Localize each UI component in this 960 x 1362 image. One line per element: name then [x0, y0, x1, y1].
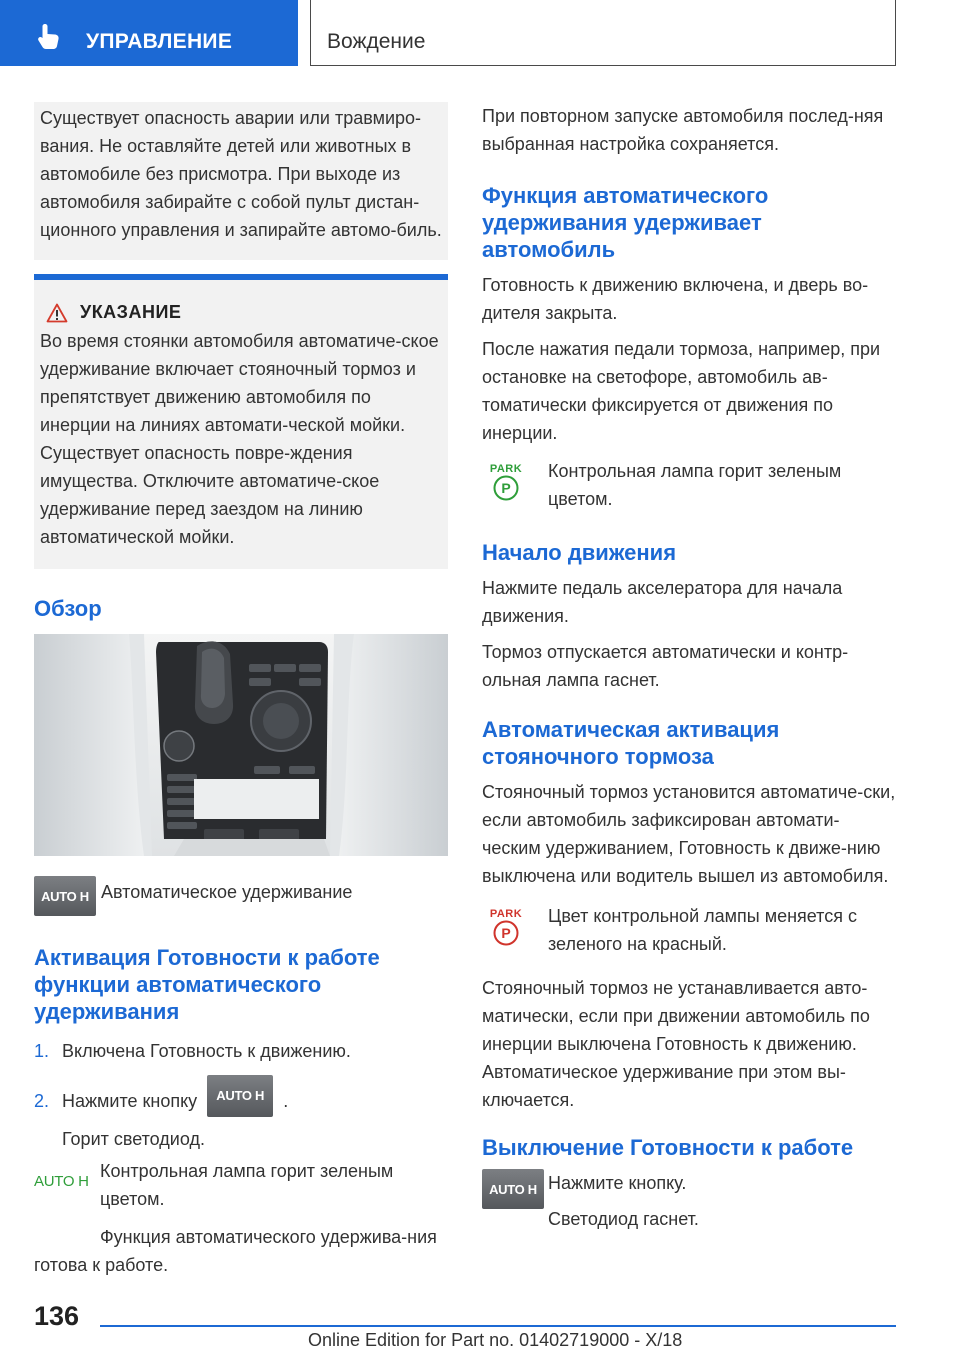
edition-text: Online Edition for Part no. 01402719000 - X/18	[308, 1330, 683, 1350]
start-paragraph-2: Тормоз отпускается автоматически и контр-ольная лампа гаснет.	[482, 642, 849, 690]
warning-continuation-box	[34, 102, 448, 260]
svg-text:P: P	[501, 480, 511, 496]
step-1-number: 1.	[34, 1041, 50, 1061]
hold-paragraph-1: Готовность к движению включена, и дверь во-дителя закрыта.	[482, 275, 869, 323]
svg-text:P: P	[501, 925, 511, 941]
led-text: Горит светодиод.	[62, 1129, 205, 1149]
hold-paragraph-2: После нажатия педали тормоза, например, при остановке на светофоре, автомобиль ав-томатически фиксируется от движения по инерции.	[482, 339, 881, 443]
park-circle-red-icon	[493, 920, 519, 946]
off-paragraph-1: Нажмите кнопку.	[548, 1173, 687, 1193]
activation-heading: Активация Готовности к работе функции автоматического удерживания	[34, 945, 380, 1024]
step-1-text: Включена Готовность к движению.	[62, 1041, 351, 1061]
section-tab[interactable]	[0, 0, 298, 66]
center-console-photo	[34, 634, 448, 856]
ready-text: Функция автоматического удержива-ния готова к работе.	[34, 1227, 437, 1275]
park-red-text: Цвет контрольной лампы меняется с зеленого на красный.	[548, 906, 857, 954]
park-circle-green-icon	[493, 475, 519, 501]
step-2	[34, 1075, 448, 1117]
start-heading: Начало движения	[482, 540, 677, 565]
park-red-lamp-icon: PARK P	[482, 908, 530, 946]
chapter-title: Вождение	[327, 30, 426, 53]
off-heading: Выключение Готовности к работе	[482, 1135, 854, 1160]
lamp-text: Контрольная лампа горит зеленым цветом.	[100, 1161, 394, 1209]
page-number: 136	[34, 1301, 80, 1331]
right-column	[482, 102, 896, 1233]
lamp-row	[34, 1157, 448, 1213]
notice-box	[34, 274, 448, 569]
start-paragraph-1: Нажмите педаль акселератора для начала движения.	[482, 578, 843, 626]
left-column	[34, 102, 448, 1279]
notice-text: Во время стоянки автомобиля автоматиче-ское удерживание включает стояночный тормоз и препятствует движению автомобиля по инерции на линиях автомати-ческой мойки. Существует опасность повре-ждения имущества. Отключите автоматиче-ское удерживание перед заездом на линию автоматической мойки.	[40, 331, 439, 547]
overview-heading: Обзор	[34, 596, 102, 621]
warning-continuation-text: Существует опасность аварии или травмиро-вания. Не оставляйте детей или животных в автомобиле без присмотра. При выходе из автомобиля забирайте с собой пульт дистан-ционного управления и запирайте автомо-биль.	[40, 108, 442, 240]
auto-h-caption: Автоматическое удерживание	[101, 882, 353, 902]
chapter-header	[310, 0, 896, 66]
park-red-row	[482, 902, 896, 958]
notice-title: УКАЗАНИЕ	[80, 302, 182, 322]
auto-activation-heading: Автоматическая активация стояночного тормоза	[482, 717, 780, 769]
step-2-number: 2.	[34, 1091, 50, 1111]
section-title: УПРАВЛЕНИЕ	[86, 30, 233, 53]
park-green-row	[482, 457, 896, 513]
auto-h-off-button-icon: AUTO H	[482, 1169, 544, 1209]
park-green-lamp-icon: PARK P	[482, 463, 530, 501]
auto-h-button-icon: AUTO H	[34, 876, 96, 916]
step-2-suffix: .	[283, 1091, 289, 1111]
park-green-text: Контрольная лампа горит зеленым цветом.	[548, 461, 842, 509]
auto-h-green-lamp-icon: AUTO H	[34, 1173, 89, 1190]
activation-steps	[34, 1037, 448, 1117]
step-1	[34, 1037, 448, 1065]
off-paragraph-2: Светодиод гаснет.	[548, 1209, 699, 1229]
console-illustration	[34, 634, 448, 856]
auto-activation-paragraph-2: Стояночный тормоз не устанавливается авто-матически, если при движении автомобиль по инерции выключена Готовность к движению. Автоматическое удерживание при этом вы-ключается.	[482, 978, 870, 1110]
auto-activation-paragraph-1: Стояночный тормоз установится автоматиче-ски, если автомобиль зафиксирован автомати-ческим удерживанием, Готовность к движе-нию выключена или водитель вышел из автомобиля.	[482, 782, 896, 886]
auto-h-inline-button-icon: AUTO H	[207, 1075, 273, 1117]
hand-pointer-icon	[36, 22, 62, 50]
auto-h-caption-row	[34, 876, 448, 916]
hold-heading: Функция автоматического удерживания удерживает автомобиль	[482, 183, 769, 262]
restart-text: При повторном запуске автомобиля послед-няя выбранная настройка сохраняется.	[482, 106, 884, 154]
footer-rule	[100, 1325, 896, 1327]
warning-triangle-icon	[46, 303, 68, 323]
notice-header	[46, 302, 442, 323]
step-2-text: Нажмите кнопку	[62, 1091, 198, 1111]
off-row	[482, 1169, 896, 1233]
